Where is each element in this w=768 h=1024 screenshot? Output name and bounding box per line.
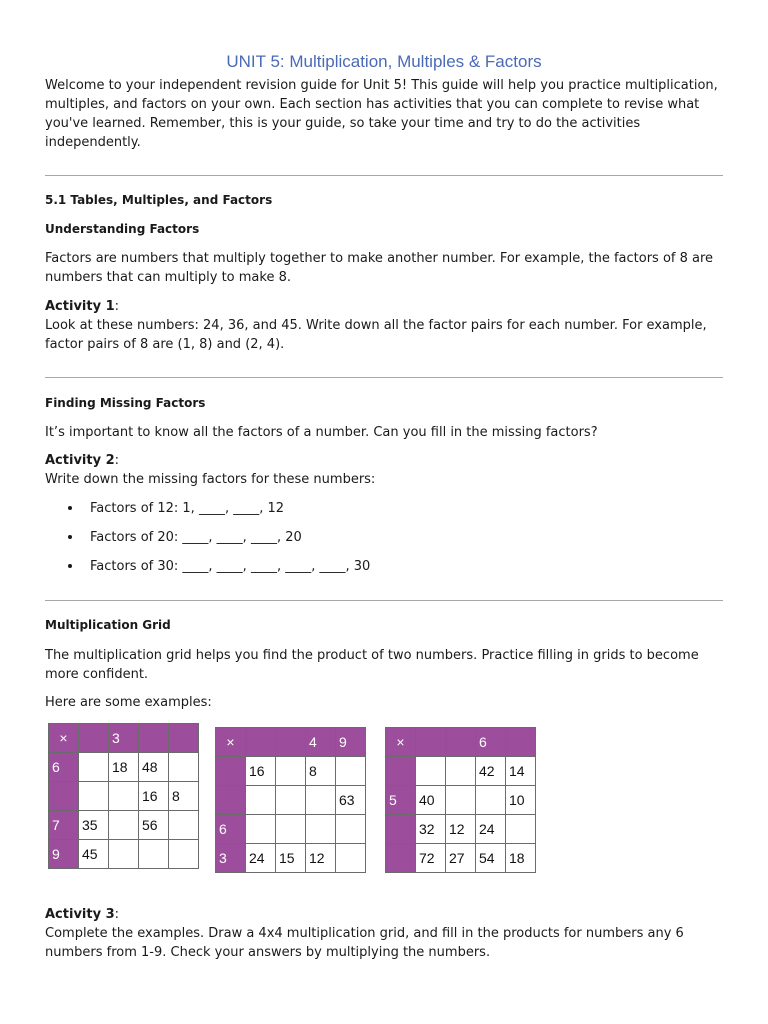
- grid-cell: 12: [306, 844, 336, 873]
- grid-cell: 24: [476, 815, 506, 844]
- grid-row: [386, 728, 536, 757]
- grid-cell: [306, 786, 336, 815]
- multiplication-grid-3: [385, 727, 536, 873]
- grid-cell: 42: [476, 757, 506, 786]
- grid-paragraph: The multiplication grid helps you find the product of two numbers. Practice filling in grids to become more confident.: [45, 648, 699, 682]
- grid-row: [49, 724, 199, 753]
- grid-header-cell: [169, 724, 199, 753]
- divider: [45, 600, 723, 601]
- grid-cell: 16: [139, 782, 169, 811]
- activity-2-text: Write down the missing factors for these numbers:: [45, 472, 376, 487]
- grid-cell: 45: [79, 840, 109, 869]
- grid-row: [49, 753, 199, 782]
- list-item: Factors of 12: 1, ____, ____, 12: [45, 499, 370, 528]
- activity-2-label: Activity 2: [45, 453, 115, 468]
- divider: [45, 175, 723, 176]
- grid-header-cell: 7: [49, 811, 79, 840]
- grid-cell: 18: [109, 753, 139, 782]
- grid-cell: [79, 753, 109, 782]
- grid-row: [216, 815, 366, 844]
- activity-3-text: Complete the examples. Draw a 4x4 multiplication grid, and fill in the products for numbers any 6 numbers from 1-9. Check your answers by multiplying the numbers.: [45, 926, 684, 960]
- grid-cell: [336, 757, 366, 786]
- examples-label: Here are some examples:: [45, 695, 212, 710]
- grid-cell: [276, 815, 306, 844]
- grid-cell: [139, 840, 169, 869]
- missing-factors-paragraph: It’s important to know all the factors of a number. Can you fill in the missing factors?: [45, 425, 598, 440]
- grid-header-cell: [216, 786, 246, 815]
- grid-header-cell: ×: [216, 728, 246, 757]
- list-item: Factors of 20: ____, ____, ____, 20: [45, 528, 370, 557]
- grid-header-cell: 9: [49, 840, 79, 869]
- grid-cell: [169, 840, 199, 869]
- grid-header-cell: [386, 844, 416, 873]
- grid-cell: [109, 782, 139, 811]
- multiplication-grid-1: [48, 723, 199, 869]
- grid-cell: 12: [446, 815, 476, 844]
- multiplication-grid-2: [215, 727, 366, 873]
- grid-cell: 10: [506, 786, 536, 815]
- grid-cell: 16: [246, 757, 276, 786]
- grid-header-cell: 3: [216, 844, 246, 873]
- grid-header-cell: [386, 815, 416, 844]
- grid-cell: [336, 844, 366, 873]
- grid-row: [49, 811, 199, 840]
- grid-row: [216, 786, 366, 815]
- grid-header-cell: [49, 782, 79, 811]
- grid-header-cell: [246, 728, 276, 757]
- grid-cell: 40: [416, 786, 446, 815]
- grid-cell: 48: [139, 753, 169, 782]
- grid-header-cell: [386, 757, 416, 786]
- grid-header-cell: 6: [49, 753, 79, 782]
- section-heading: 5.1 Tables, Multiples, and Factors: [45, 193, 273, 207]
- activity-1-text: Look at these numbers: 24, 36, and 45. Write down all the factor pairs for each number. For example, factor pairs of 8 are (1, 8) and (2, 4).: [45, 318, 707, 352]
- grid-cell: 14: [506, 757, 536, 786]
- grid-cell: 18: [506, 844, 536, 873]
- subheading-missing-factors: Finding Missing Factors: [45, 396, 206, 410]
- grid-header-cell: 6: [476, 728, 506, 757]
- factors-paragraph: Factors are numbers that multiply together to make another number. For example, the factors of 8 are numbers that can multiply to make 8.: [45, 251, 714, 285]
- divider: [45, 377, 723, 378]
- missing-factors-list: [45, 499, 370, 586]
- grid-cell: [416, 757, 446, 786]
- grid-header-cell: [139, 724, 169, 753]
- activity-1-label: Activity 1: [45, 299, 115, 314]
- intro-paragraph: Welcome to your independent revision guide for Unit 5! This guide will help you practice multiplication, multiples, and factors on your own. Each section has activities that you can complete to revise what you've learned. Remember, this is your guide, so take your time and try to do the activities independently.: [45, 78, 718, 150]
- grid-cell: 27: [446, 844, 476, 873]
- grid-cell: [446, 786, 476, 815]
- activity-1: Activity 1:: [45, 299, 120, 314]
- grid-cell: 35: [79, 811, 109, 840]
- grid-cell: 24: [246, 844, 276, 873]
- grid-header-cell: 4: [306, 728, 336, 757]
- grid-header-cell: 6: [216, 815, 246, 844]
- grid-row: [386, 844, 536, 873]
- grid-header-cell: [446, 728, 476, 757]
- grid-row: [386, 757, 536, 786]
- grid-cell: [446, 757, 476, 786]
- grid-cell: 56: [139, 811, 169, 840]
- subheading-understanding-factors: Understanding Factors: [45, 222, 200, 236]
- grid-cell: 32: [416, 815, 446, 844]
- grid-row: [216, 728, 366, 757]
- grid-cell: [79, 782, 109, 811]
- grid-header-cell: ×: [386, 728, 416, 757]
- grid-cell: [169, 753, 199, 782]
- grid-header-cell: 5: [386, 786, 416, 815]
- grid-cell: [246, 786, 276, 815]
- grid-header-cell: 9: [336, 728, 366, 757]
- grid-cell: [276, 786, 306, 815]
- grid-cell: [109, 811, 139, 840]
- grid-cell: 63: [336, 786, 366, 815]
- grid-cell: [246, 815, 276, 844]
- list-item: Factors of 30: ____, ____, ____, ____, ____, 30: [45, 557, 370, 586]
- grid-header-cell: ×: [49, 724, 79, 753]
- grid-header-cell: [416, 728, 446, 757]
- grid-header-cell: [506, 728, 536, 757]
- grid-row: [216, 844, 366, 873]
- grid-header-cell: [216, 757, 246, 786]
- grid-cell: 8: [306, 757, 336, 786]
- grid-row: [386, 815, 536, 844]
- activity-2: Activity 2:: [45, 453, 120, 468]
- grid-row: [49, 840, 199, 869]
- grid-cell: [306, 815, 336, 844]
- grid-header-cell: [276, 728, 306, 757]
- grid-row: [386, 786, 536, 815]
- page-title: UNIT 5: Multiplication, Multiples & Factors: [226, 52, 542, 71]
- grid-cell: [506, 815, 536, 844]
- grid-cell: [336, 815, 366, 844]
- grid-cell: 15: [276, 844, 306, 873]
- activity-3-label: Activity 3: [45, 907, 115, 922]
- grid-cell: [276, 757, 306, 786]
- subheading-multiplication-grid: Multiplication Grid: [45, 618, 171, 632]
- activity-3: Activity 3:: [45, 907, 120, 922]
- grid-row: [49, 782, 199, 811]
- grid-cell: 54: [476, 844, 506, 873]
- grid-header-cell: [79, 724, 109, 753]
- grid-header-cell: 3: [109, 724, 139, 753]
- grid-cell: 8: [169, 782, 199, 811]
- grid-cell: [109, 840, 139, 869]
- grid-cell: 72: [416, 844, 446, 873]
- grid-cell: [169, 811, 199, 840]
- grid-cell: [476, 786, 506, 815]
- grid-row: [216, 757, 366, 786]
